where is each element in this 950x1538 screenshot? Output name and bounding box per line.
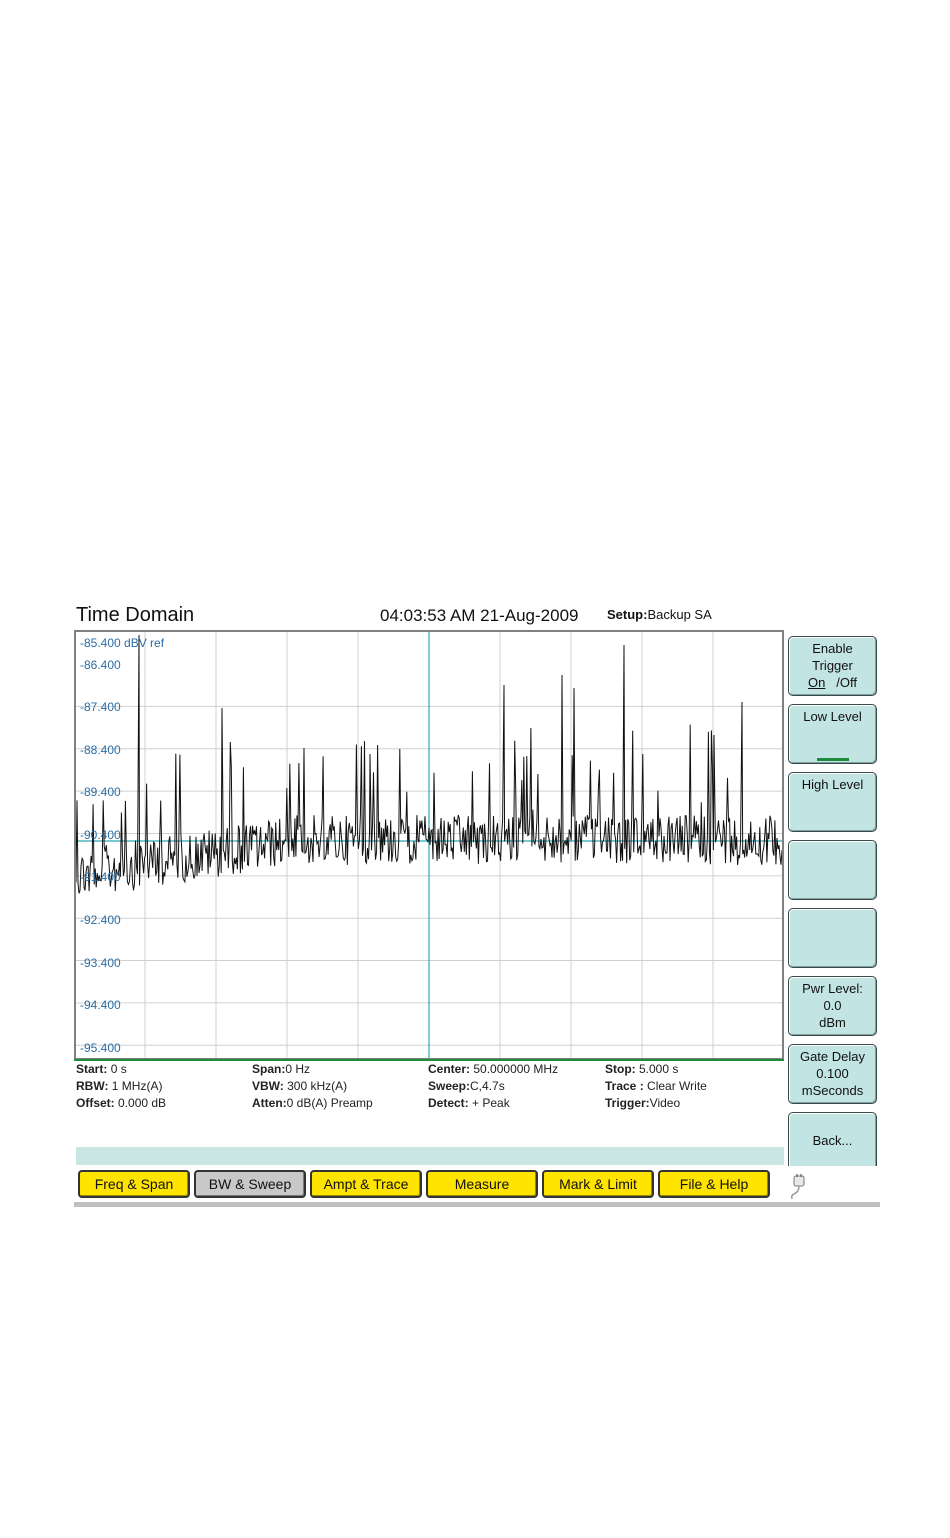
tab-mark-limit[interactable]: Mark & Limit <box>542 1170 654 1198</box>
high-level-button[interactable]: High Level <box>788 772 877 832</box>
y-tick-label: -92.400 <box>80 913 121 927</box>
setup-readout <box>607 607 712 622</box>
y-tick-label: -93.400 <box>80 956 121 970</box>
y-tick-label: -87.400 <box>80 700 121 714</box>
datetime-readout: 04:03:53 AM 21-Aug-2009 <box>380 606 579 625</box>
pwr-level-button[interactable]: Pwr Level: 0.0 dBm <box>788 976 877 1036</box>
back-button[interactable]: Back... <box>788 1112 877 1172</box>
tab-bw-sweep[interactable]: BW & Sweep <box>194 1170 306 1198</box>
low-level-indicator <box>817 758 849 761</box>
tab-measure[interactable]: Measure <box>426 1170 538 1198</box>
trigger-off-option: /Off <box>836 675 857 690</box>
tab-bar-bottom-strip <box>74 1202 880 1207</box>
tab-file-help[interactable]: File & Help <box>658 1170 770 1198</box>
blank-softkey-2[interactable] <box>788 908 877 968</box>
stop-readout: Stop: 5.000 s <box>605 1062 679 1076</box>
setup-label: Setup: <box>607 607 648 622</box>
y-tick-label: -88.400 <box>80 743 121 757</box>
y-tick-label: -86.400 <box>80 658 121 672</box>
low-level-button[interactable]: Low Level <box>788 704 877 764</box>
trigger-readout: Trigger:Video <box>605 1096 681 1110</box>
start-readout: Start: 0 s <box>76 1062 127 1076</box>
gate-delay-button[interactable]: Gate Delay 0.100 mSeconds <box>788 1044 877 1104</box>
y-tick-label: -90.400 <box>80 828 121 842</box>
center-readout: Center: 50.000000 MHz <box>428 1062 559 1076</box>
tab-freq-span[interactable]: Freq & Span <box>78 1170 190 1198</box>
status-bar <box>76 1147 784 1165</box>
tab-ampt-trace[interactable]: Ampt & Trace <box>310 1170 422 1198</box>
enable-trigger-button[interactable]: Enable Trigger On /Off <box>788 636 877 696</box>
atten-readout: Atten:0 dB(A) Preamp <box>252 1096 373 1110</box>
vbw-readout: VBW: 300 kHz(A) <box>252 1079 348 1093</box>
power-plug-icon <box>790 1174 808 1200</box>
sweep-readout: Sweep:C,4.7s <box>428 1079 505 1093</box>
plot-baseline <box>74 1059 784 1061</box>
span-readout: Span:0 Hz <box>252 1062 311 1076</box>
offset-readout: Offset: 0.000 dB <box>76 1096 167 1110</box>
detect-readout: Detect: + Peak <box>428 1096 510 1110</box>
trigger-on-option: On <box>808 675 826 690</box>
page-title: Time Domain <box>76 604 195 626</box>
blank-softkey-1[interactable] <box>788 840 877 900</box>
y-tick-label: -89.400 <box>80 785 121 799</box>
y-tick-label: -91.400 <box>80 870 121 884</box>
time-domain-trace-plot <box>74 630 784 1060</box>
setup-value: Backup SA <box>647 607 712 622</box>
trace-mode-readout: Trace : Clear Write <box>605 1079 707 1093</box>
rbw-readout: RBW: 1 MHz(A) <box>76 1079 163 1093</box>
ref-level-label: -85.400 dBV ref <box>80 636 165 650</box>
y-tick-label: -95.400 <box>80 1041 121 1055</box>
y-tick-label: -94.400 <box>80 998 121 1012</box>
